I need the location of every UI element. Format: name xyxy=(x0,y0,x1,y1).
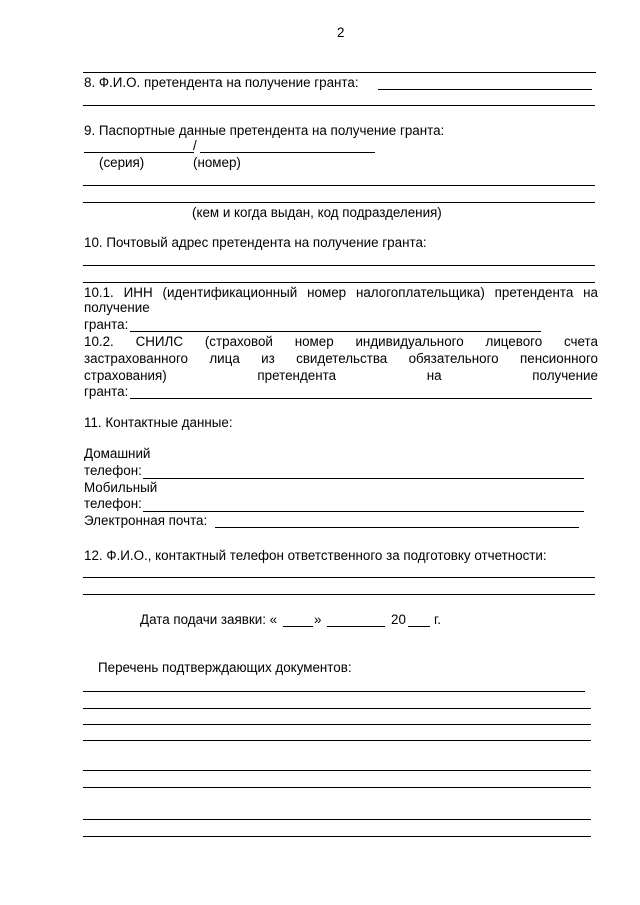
series-caption: (серия) xyxy=(99,155,145,170)
date-year-line[interactable] xyxy=(408,626,430,627)
documents-line-3[interactable] xyxy=(83,724,591,725)
home-phone-input-line[interactable] xyxy=(143,478,584,479)
date-month-line[interactable] xyxy=(327,626,385,627)
snils-label-line-3: страхования) претендента на получение xyxy=(84,368,598,383)
passport-series-line[interactable] xyxy=(84,152,194,153)
top-rule xyxy=(83,72,596,73)
section-9-label: 9. Паспортные данные претендента на получение гранта: xyxy=(84,123,445,138)
mobile-phone-label-2: телефон: xyxy=(84,496,142,511)
documents-line-6[interactable] xyxy=(83,787,591,788)
responsible-input-line-1[interactable] xyxy=(83,577,595,578)
email-label: Электронная почта: xyxy=(84,513,208,528)
section-8-label: 8. Ф.И.О. претендента на получение гранта: xyxy=(84,75,359,90)
responsible-input-line-2[interactable] xyxy=(83,594,595,595)
documents-line-7[interactable] xyxy=(83,819,591,820)
documents-label: Перечень подтверждающих документов: xyxy=(98,660,352,675)
inn-input-line[interactable] xyxy=(130,331,541,332)
passport-number-line[interactable] xyxy=(200,152,375,153)
date-close-quote: » xyxy=(314,612,322,627)
fio-input-line-2[interactable] xyxy=(83,105,595,106)
passport-slash: / xyxy=(193,138,197,153)
documents-line-5[interactable] xyxy=(83,770,591,771)
section-12-label: 12. Ф.И.О., контактный телефон ответственного за подготовку отчетности: xyxy=(84,548,547,563)
postal-address-line-1[interactable] xyxy=(83,265,595,266)
fio-input-line[interactable] xyxy=(378,89,592,90)
mobile-phone-label-1: Мобильный xyxy=(84,480,158,495)
snils-label-line-4: гранта: xyxy=(84,384,129,399)
inn-label-line-2: получение xyxy=(84,300,150,315)
date-label: Дата подачи заявки: « xyxy=(140,612,278,627)
section-11-label: 11. Контактные данные: xyxy=(84,415,233,430)
documents-line-8[interactable] xyxy=(83,836,591,837)
page-number: 2 xyxy=(337,25,345,40)
issued-caption: (кем и когда выдан, код подразделения) xyxy=(192,205,442,220)
passport-issued-line-2[interactable] xyxy=(83,202,595,203)
documents-line-1[interactable] xyxy=(83,691,585,692)
snils-input-line[interactable] xyxy=(130,398,592,399)
date-day-line[interactable] xyxy=(283,626,313,627)
passport-issued-line-1[interactable] xyxy=(83,185,595,186)
date-year-prefix: 20 xyxy=(391,612,406,627)
number-caption: (номер) xyxy=(193,155,241,170)
snils-label-line-1: 10.2. СНИЛС (страховой номер индивидуального лицевого счета xyxy=(84,334,598,349)
home-phone-label-2: телефон: xyxy=(84,463,142,478)
inn-label-line-3: гранта: xyxy=(84,317,129,332)
email-input-line[interactable] xyxy=(215,527,579,528)
section-10-label: 10. Почтовый адрес претендента на получение гранта: xyxy=(84,235,427,250)
mobile-phone-input-line[interactable] xyxy=(143,511,584,512)
date-year-suffix: г. xyxy=(434,612,441,627)
postal-address-line-2[interactable] xyxy=(83,282,595,283)
documents-line-4[interactable] xyxy=(83,740,591,741)
documents-line-2[interactable] xyxy=(83,708,591,709)
home-phone-label-1: Домашний xyxy=(84,446,151,461)
inn-label-line-1: 10.1. ИНН (идентификационный номер налогоплательщика) претендента на xyxy=(84,285,598,300)
snils-label-line-2: застрахованного лица из свидетельства обязательного пенсионного xyxy=(84,351,598,366)
